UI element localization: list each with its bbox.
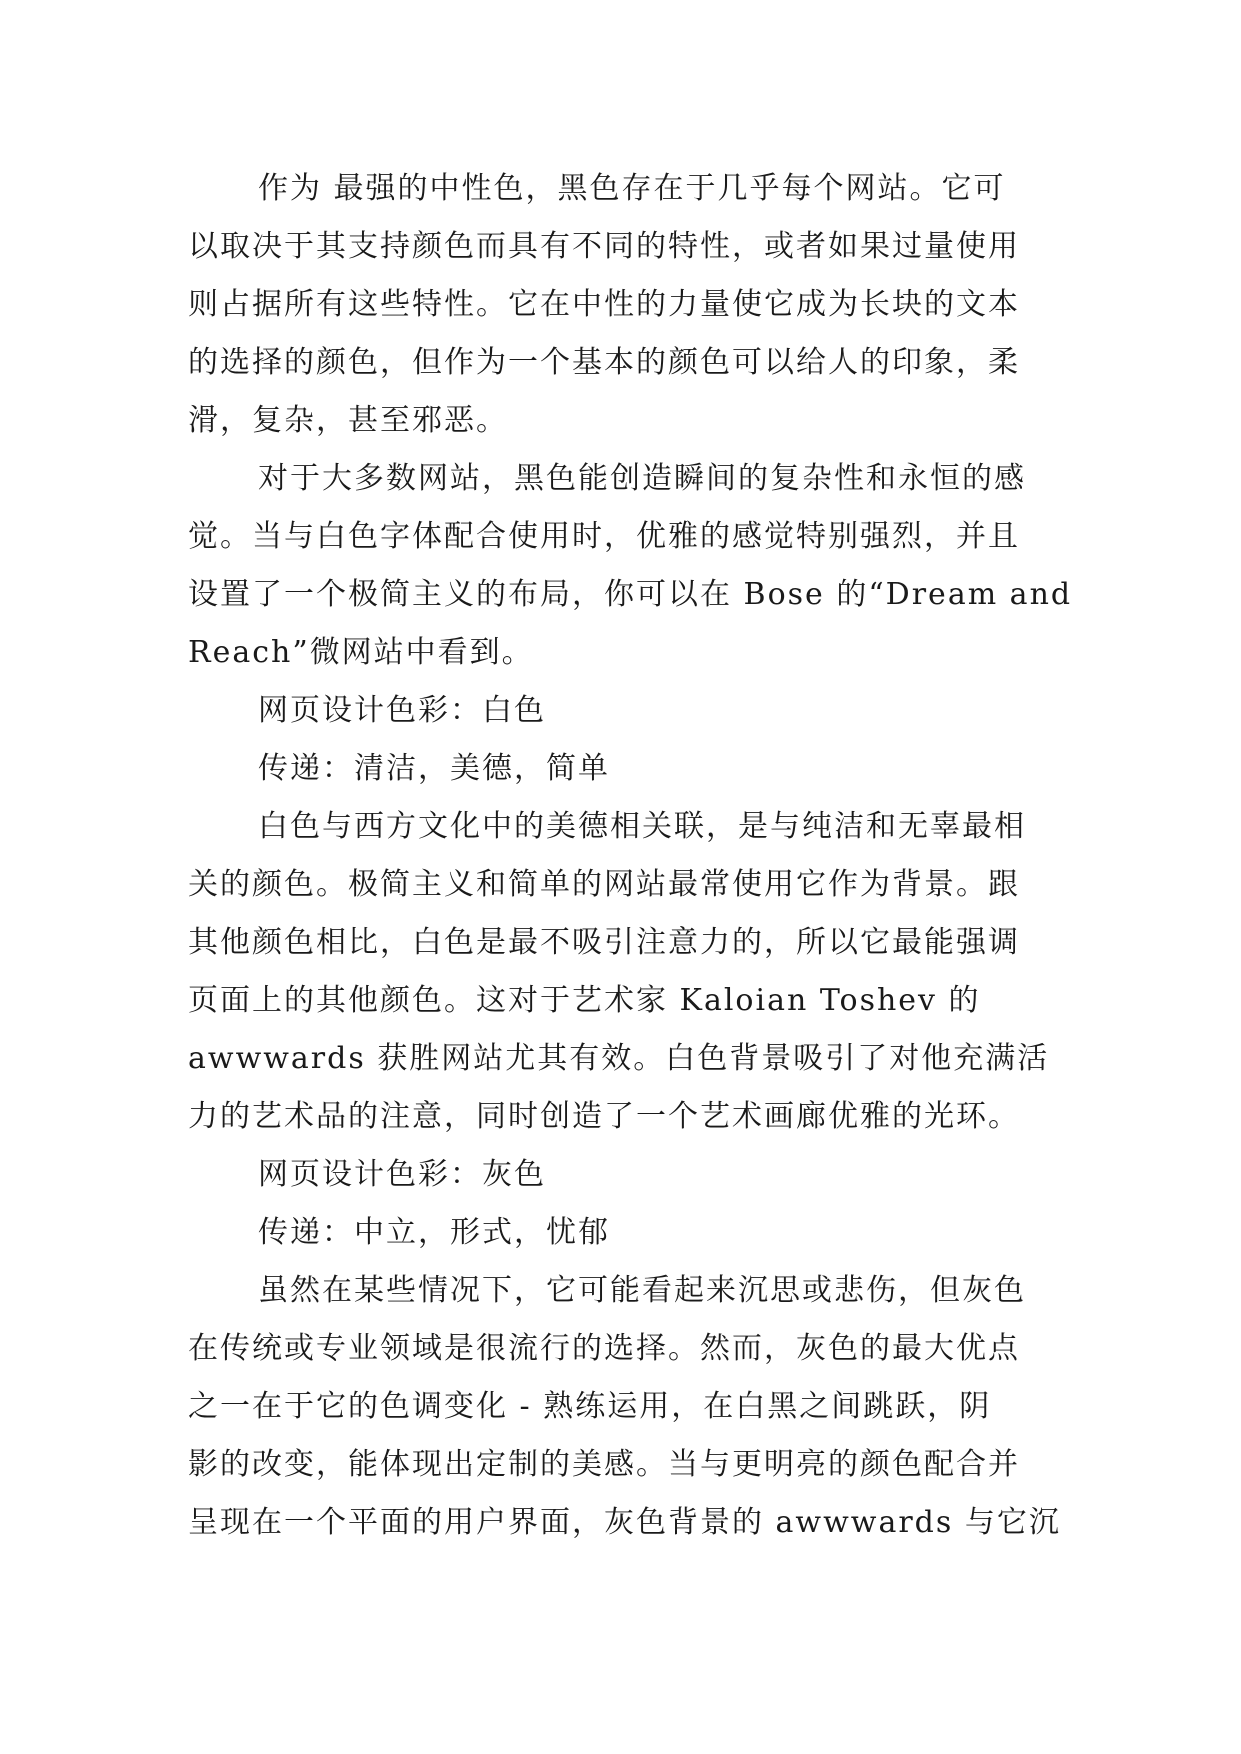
text-line: 在传统或专业领域是很流行的选择。然而，灰色的最大优点 [188, 1331, 1020, 1366]
text-line: 对于大多数网站，黑色能创造瞬间的复杂性和永恒的感 [258, 461, 1026, 496]
section-heading-gray: 网页设计色彩：灰色 [258, 1157, 546, 1192]
text-line: 则占据所有这些特性。它在中性的力量使它成为长块的文本 [188, 287, 1020, 322]
section-subheading-gray: 传递：中立，形式，忧郁 [258, 1215, 610, 1250]
section-heading-white: 网页设计色彩：白色 [258, 693, 546, 728]
text-line: 之一在于它的色调变化 - 熟练运用，在白黑之间跳跃，阴 [188, 1389, 992, 1424]
text-line: 虽然在某些情况下，它可能看起来沉思或悲伤，但灰色 [258, 1273, 1026, 1308]
text-line: 其他颜色相比，白色是最不吸引注意力的，所以它最能强调 [188, 925, 1020, 960]
text-line: 的选择的颜色，但作为一个基本的颜色可以给人的印象，柔 [188, 345, 1020, 380]
text-line: 设置了一个极简主义的布局，你可以在 Bose 的“Dream and [188, 577, 1073, 612]
body-text [188, 160, 1073, 1552]
text-line: 页面上的其他颜色。这对于艺术家 Kaloian Toshev 的 [188, 983, 981, 1018]
text-line: 影的改变，能体现出定制的美感。当与更明亮的颜色配合并 [188, 1447, 1020, 1482]
text-line: 白色与西方文化中的美德相关联，是与纯洁和无辜最相 [258, 809, 1026, 844]
text-line: awwwards 获胜网站尤其有效。白色背景吸引了对他充满活 [188, 1041, 1050, 1076]
text-line: 力的艺术品的注意，同时创造了一个艺术画廊优雅的光环。 [188, 1099, 1020, 1134]
section-subheading-white: 传递：清洁，美德，简单 [258, 751, 610, 786]
text-line: 觉。当与白色字体配合使用时，优雅的感觉特别强烈，并且 [188, 519, 1020, 554]
text-line: 以取决于其支持颜色而具有不同的特性，或者如果过量使用 [188, 229, 1020, 264]
text-line: 呈现在一个平面的用户界面，灰色背景的 awwwards 与它沉 [188, 1505, 1061, 1540]
text-line: 作为 最强的中性色，黑色存在于几乎每个网站。它可 [258, 171, 1006, 206]
text-line: 关的颜色。极简主义和简单的网站最常使用它作为背景。跟 [188, 867, 1020, 902]
text-line: Reach”微网站中看到。 [188, 635, 534, 670]
text-line: 滑，复杂，甚至邪恶。 [188, 403, 508, 438]
